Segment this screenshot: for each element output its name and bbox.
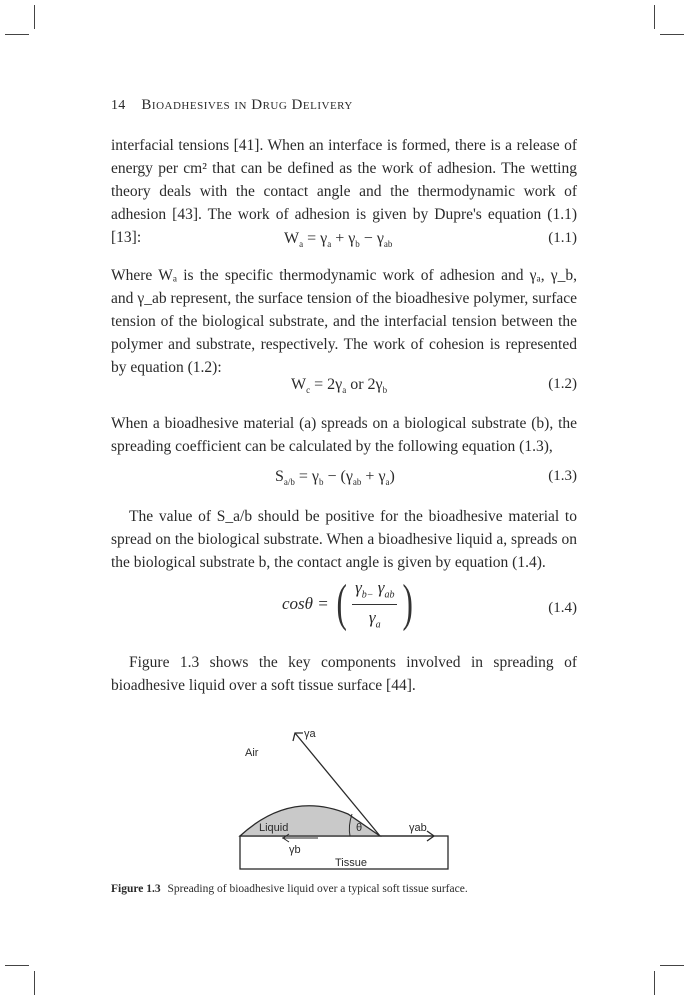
label-air: Air [245, 747, 259, 759]
label-gamma-b: γb [289, 844, 301, 856]
paragraph-3: When a bioadhesive material (a) spreads on a biological substrate (b), the spreading coefficient can be calculated by the following equation (1.3), [111, 415, 577, 455]
paragraph-2: Where Wₐ is the specific thermodynamic work of adhesion and γₐ, γ_b, and γ_ab represent, the surface tension of the bioadhesive polymer, surface tension of the biological substrate, and the interfacial tension between the polymer and substrate, respectively. The work of cohesion is represented by equation (1.2): [111, 267, 577, 376]
caption-label: Figure 1.3 [111, 883, 161, 895]
equation-1-3-number: (1.3) [548, 468, 577, 484]
fraction-denominator: $\gamma_a$ [368, 607, 381, 630]
right-paren: ) [402, 575, 414, 632]
equation-1-1-number: (1.1) [548, 230, 577, 246]
equation-1-4-lhs: cosθ = [282, 594, 329, 613]
equation-1-4-number: (1.4) [548, 600, 577, 616]
paragraph-5: Figure 1.3 shows the key components involved in spreading of bioadhesive liquid over a soft tissue surface [44]. [111, 654, 577, 694]
caption-text: Spreading of bioadhesive liquid over a typical soft tissue surface. [167, 883, 468, 895]
equation-1-2-number: (1.2) [548, 376, 577, 392]
label-gamma-ab: γab [409, 822, 427, 834]
label-tissue: Tissue [335, 857, 367, 869]
equation-1-3-expression: $S_{a/b} = \gamma_b - (\gamma_{ab} + \gamma_a)$ [275, 468, 395, 488]
paragraph-1: interfacial tensions [41]. When an interface is formed, there is a release of energy per cm² that can be defined as the work of adhesion. The wetting theory deals with the contact angle and the thermodynamic work of adhesion [43]. The work of adhesion is given by Dupre's equation (1.1) [13]: [111, 137, 577, 246]
equation-1-2-expression: $W_c = 2\gamma_a$ or $2\gamma_b$ [291, 376, 388, 396]
label-theta: θ [356, 822, 363, 834]
figure-caption [111, 883, 468, 895]
paragraph-4: The value of S_a/b should be positive for the bioadhesive material to spread on the biological substrate. When a bioadhesive liquid a, spreads on the biological substrate b, the contact angle is given by equation (1.4). [111, 508, 577, 571]
label-gamma-a: γa [304, 728, 316, 740]
page-number: 14 [111, 98, 126, 113]
running-title: Bioadhesives in Drug Delivery [141, 97, 353, 113]
label-liquid: Liquid [259, 822, 289, 834]
fraction-numerator: $\gamma_{b-}$ $\gamma_{ab}$ [355, 578, 395, 601]
left-paren: ( [336, 575, 347, 632]
equation-1-1-expression: $W_a = \gamma_a + \gamma_b - \gamma_{ab}$ [284, 230, 393, 250]
